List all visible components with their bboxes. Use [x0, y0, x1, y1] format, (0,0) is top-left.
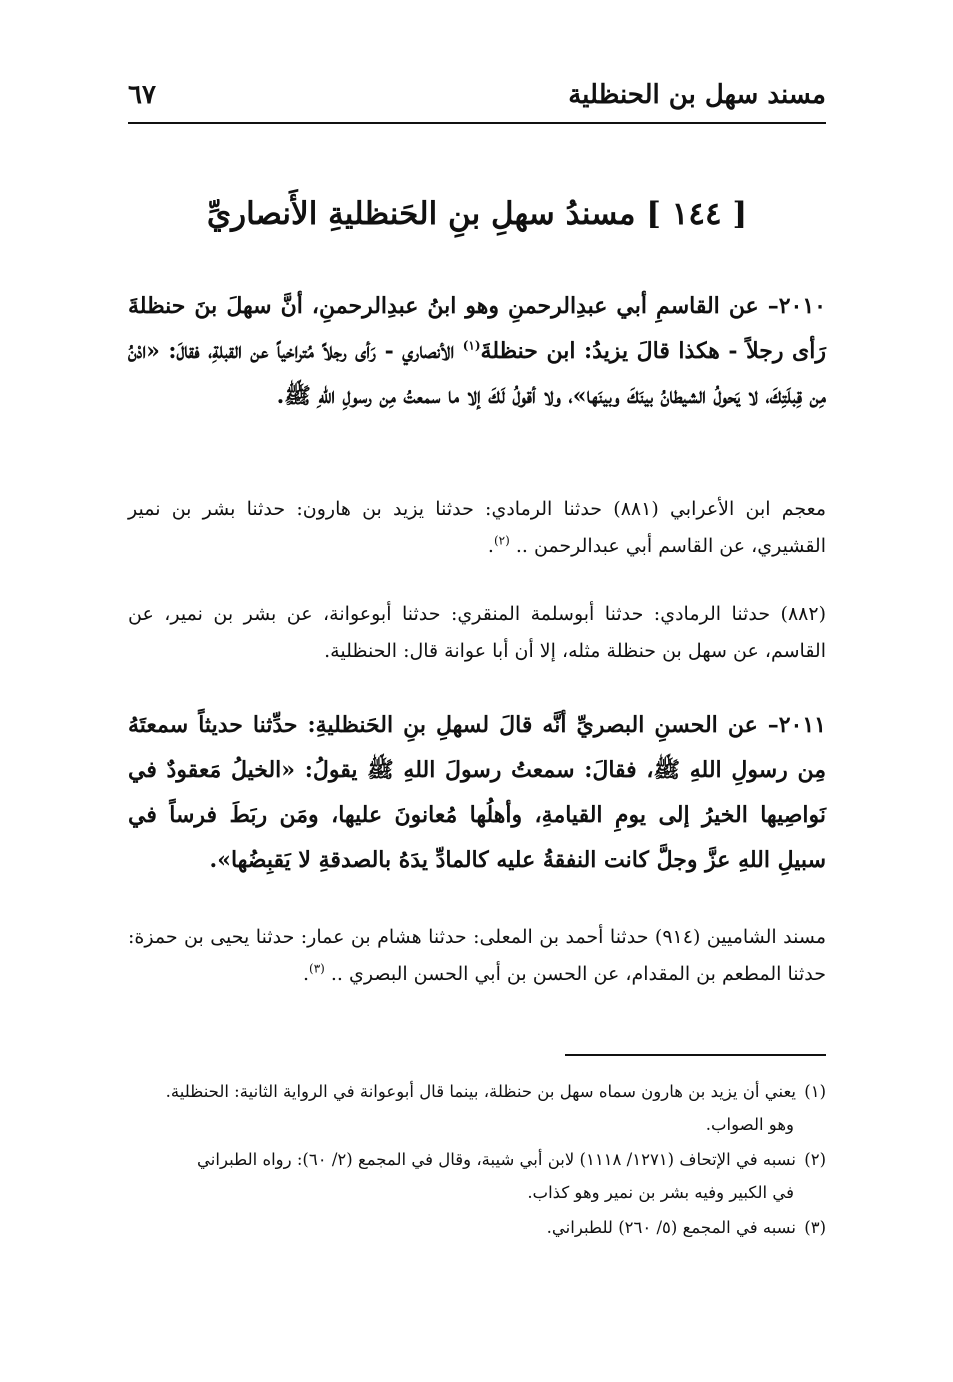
footnote-text: نسبه في الإتحاف (١٢٧١/ ١١١٨) لابن أبي شيبة، وقال في المجمع (٢/ ٦٠): رواه الطبراني	[197, 1150, 796, 1169]
header-rule	[128, 122, 826, 124]
page-header	[128, 78, 826, 118]
hadith-2010	[128, 284, 826, 419]
footnote-ref: (١)	[462, 338, 481, 353]
footnote-text-continued: في الكبير وفيه بشر بن نمير وهو كذاب.	[527, 1183, 794, 1202]
section-title: [ ١٤٤ ] مسندُ سهلِ بنِ الحَنظليةِ الأَنصاريِّ	[206, 196, 748, 232]
footnote-rule	[565, 1054, 826, 1056]
footnote-2	[128, 1143, 826, 1209]
footnotes	[128, 1075, 826, 1246]
footnote-text-continued: وهو الصواب.	[705, 1115, 794, 1134]
hadith-2011	[128, 703, 826, 883]
footnote-text: نسبه في المجمع (٥/ ٢٦٠) للطبراني.	[546, 1218, 796, 1237]
hadith-text-continued: الأنصاري - رَأى رجلاً مُتراخياً عن القبلةِ، فقالَ: «ادْنُ مِن قِبلَتِكَ، لا يَحولُ الشيطانُ بينَكَ وبينَها»، ولا أقولُ لَكَ إلا ما سمعتُ مِن رسولِ اللهِ ﷺ.	[128, 338, 826, 409]
source-882	[128, 596, 826, 670]
source-text: مسند الشاميين (٩١٤) حدثنا أحمد بن المعلى: حدثنا هشام بن عمار: حدثنا يحيى بن حمزة: حدثنا المطعم بن المقدام، عن الحسن بن أبي الحسن البصري ..	[128, 926, 827, 985]
footnote-text: يعني أن يزيد بن هارون سماه سهل بن حنظلة، بينما قال أبوعوانة في الرواية الثانية: الحنظلية.	[165, 1082, 796, 1101]
footnote-number: (١)	[804, 1082, 826, 1101]
hadith-text: ٢٠١٠– عن القاسمِ أبي عبدِالرحمنِ وهو ابنُ عبدِالرحمنِ، أنَّ سهلَ بنَ حنظلةَ رَأى رجلاً - هكذا قالَ يزيدُ: ابن حنظلةَ	[128, 293, 826, 364]
footnote-number: (٣)	[804, 1218, 826, 1237]
footnote-ref: (٣)	[309, 961, 325, 976]
source-text: (٨٨٢) حدثنا الرمادي: حدثنا أبوسلمة المنقري: حدثنا أبوعوانة، عن بشر بن نمير، عن القاسم، عن سهل بن حنظلة مثله، إلا أن أبا عوانة قال: الحنظلية.	[128, 603, 826, 662]
source-text: معجم ابن الأعرابي (٨٨١) حدثنا الرمادي: حدثنا يزيد بن هارون: حدثنا بشر بن نمير القشيري، عن القاسم أبي عبدالرحمن ..	[128, 498, 826, 557]
source-shamiyyin-914: مسند الشاميين (٩١٤) حدثنا أحمد بن المعلى: حدثنا هشام بن عمار: حدثنا يحيى بن حمزة: حدثنا المطعم بن المقدام، عن الحسن بن أبي الحسن البصري .. $^{(٣)}$.	[128, 926, 827, 985]
footnote-3	[128, 1211, 826, 1244]
footnote-ref: (٢)	[493, 533, 510, 548]
footnote-number: (٢)	[804, 1150, 826, 1169]
page-number: ٦٧	[128, 80, 156, 110]
source-ibn-alarabi-881: معجم ابن الأعرابي (٨٨١) حدثنا الرمادي: حدثنا يزيد بن هارون: حدثنا بشر بن نمير القشيري، عن القاسم أبي عبدالرحمن .. $^{(٢)}$.	[128, 498, 826, 557]
hadith-text: ٢٠١١– عن الحسنِ البصريِّ أنَّه قالَ لسهلِ بنِ الحَنظليةِ: حدِّثنا حديثاً سمعتَهُ مِن رسولِ اللهِ ﷺ، فقالَ: سمعتُ رسولَ اللهِ ﷺ يقولُ: «الخيلُ مَعقودٌ في نَواصِيها الخيرُ إلى يومِ القيامةِ، وأهلُها مُعانونَ عليها، ومَن ربَطَ فرساً في سبيلِ اللهِ عزَّ وجلَّ كانت النفقةُ عليه كالمادِّ يدَهُ بالصدقةِ لا يَقبِضُها».	[128, 712, 826, 873]
running-title: مسند سهل بن الحنظلية	[568, 80, 826, 110]
footnote-1	[128, 1075, 826, 1141]
